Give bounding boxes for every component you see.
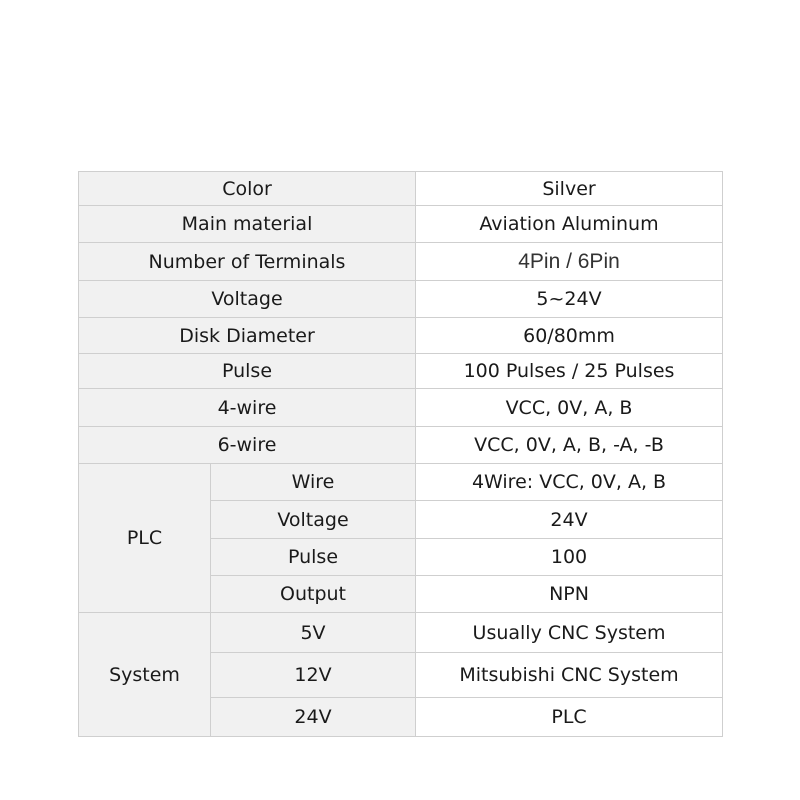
spec-value: 4Wire: VCC, 0V, A, B — [416, 464, 723, 501]
spec-value: 4Pin / 6Pin — [416, 243, 723, 281]
table-row — [79, 243, 723, 281]
spec-value: Silver — [416, 172, 723, 206]
spec-value: VCC, 0V, A, B, -A, -B — [416, 427, 723, 464]
table-row — [79, 464, 723, 501]
spec-value: 24V — [416, 501, 723, 539]
spec-label: Color — [79, 172, 416, 206]
spec-value: 100 Pulses / 25 Pulses — [416, 354, 723, 389]
spec-value: Usually CNC System — [416, 613, 723, 653]
spec-label: 4-wire — [79, 389, 416, 427]
spec-value: 60/80mm — [416, 318, 723, 354]
spec-table — [78, 171, 723, 737]
spec-sublabel: Voltage — [211, 501, 416, 539]
spec-sublabel: 12V — [211, 653, 416, 698]
spec-label: Number of Terminals — [79, 243, 416, 281]
spec-sublabel: Pulse — [211, 539, 416, 576]
spec-value: PLC — [416, 698, 723, 737]
table-row — [79, 281, 723, 318]
spec-value: Mitsubishi CNC System — [416, 653, 723, 698]
spec-label: 6-wire — [79, 427, 416, 464]
table-row — [79, 354, 723, 389]
spec-value: VCC, 0V, A, B — [416, 389, 723, 427]
spec-label: Disk Diameter — [79, 318, 416, 354]
spec-value: 5~24V — [416, 281, 723, 318]
spec-sublabel: Output — [211, 576, 416, 613]
spec-value: Aviation Aluminum — [416, 206, 723, 243]
spec-sublabel: 24V — [211, 698, 416, 737]
spec-sublabel: Wire — [211, 464, 416, 501]
system-group-label: System — [79, 613, 211, 737]
spec-label: Main material — [79, 206, 416, 243]
table-row — [79, 389, 723, 427]
spec-label: Voltage — [79, 281, 416, 318]
table-row — [79, 318, 723, 354]
table-row — [79, 427, 723, 464]
table-row — [79, 613, 723, 653]
table-row — [79, 206, 723, 243]
spec-value: 100 — [416, 539, 723, 576]
spec-label: Pulse — [79, 354, 416, 389]
spec-sublabel: 5V — [211, 613, 416, 653]
table-row — [79, 172, 723, 206]
plc-group-label: PLC — [79, 464, 211, 613]
spec-value: NPN — [416, 576, 723, 613]
